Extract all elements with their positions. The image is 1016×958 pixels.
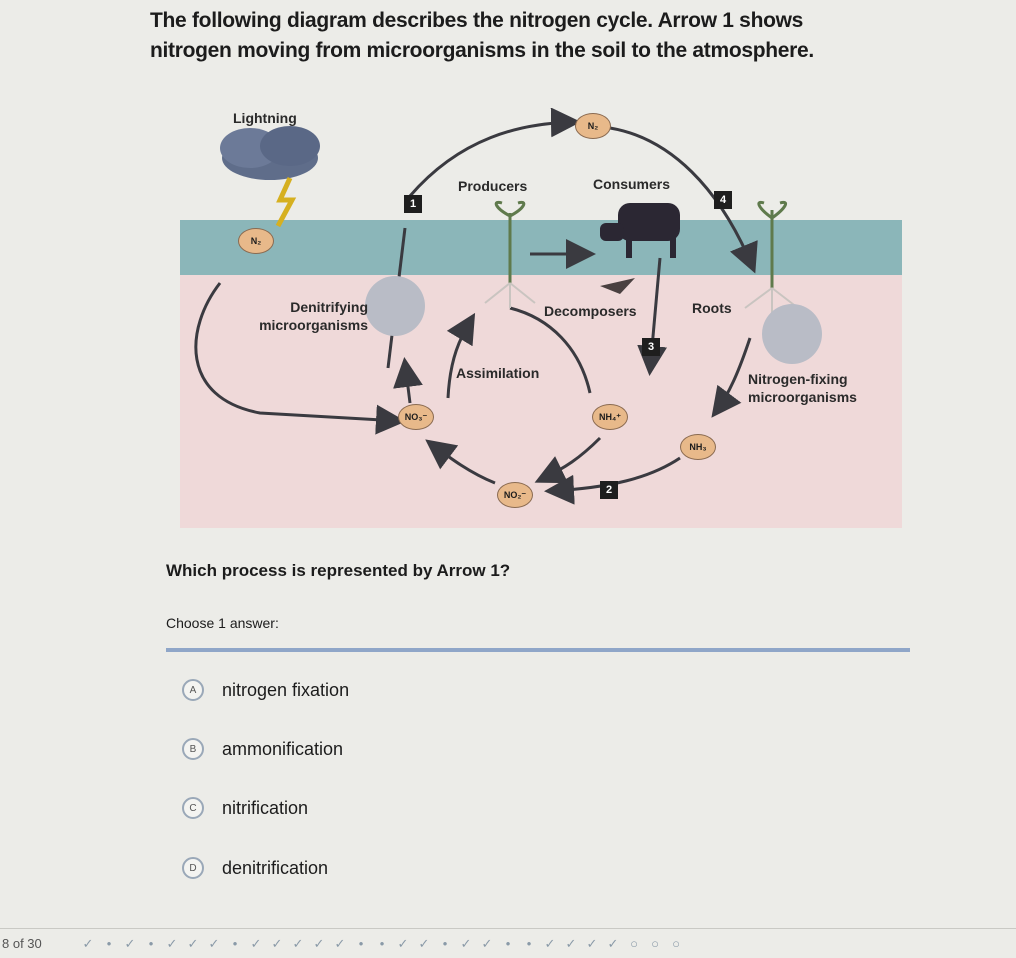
progress-step[interactable]: ○ [651,936,659,951]
cloud-icon [220,126,320,180]
option-d[interactable] [182,857,328,879]
progress-step[interactable]: • [358,936,364,951]
denitrifying-microbes-icon [365,276,425,336]
arrow-1-marker: 1 [404,195,422,213]
choose-instruction: Choose 1 answer: [166,615,279,631]
progress-step[interactable]: ✓ [124,935,136,951]
progress-step[interactable]: ✓ [292,935,304,951]
option-a-label: nitrogen fixation [222,679,350,700]
progress-step[interactable]: • [148,936,154,951]
option-a-radio[interactable]: A [182,679,204,701]
progress-step[interactable]: ✓ [586,935,598,951]
option-b-label: ammonification [222,738,344,759]
progress-step[interactable]: ✓ [208,935,220,951]
arrow-2-marker: 2 [600,481,618,499]
chip-no3: NO₃⁻ [398,404,434,430]
chip-n2-left: N₂ [238,228,274,254]
label-producers: Producers [458,178,528,194]
label-denitrifying: Denitrifying microorganisms [259,299,368,333]
label-roots: Roots [692,300,732,316]
progress-step[interactable]: ✓ [334,935,346,951]
progress-step[interactable]: ✓ [271,935,283,951]
progress-step[interactable]: • [442,936,448,951]
progress-step[interactable]: ✓ [166,935,178,951]
option-b[interactable] [182,738,343,760]
arrow-4-marker: 4 [714,191,732,209]
label-nitrogen-fixing: Nitrogen-fixing microorganisms [748,371,857,405]
progress-step[interactable]: ○ [672,936,680,951]
option-c[interactable] [182,797,308,819]
progress-step[interactable]: • [379,936,385,951]
progress-track [82,936,682,952]
progress-step[interactable]: ✓ [313,935,325,951]
nitrogen-fixing-microbes-icon [762,304,822,364]
progress-step[interactable]: ✓ [418,935,430,951]
progress-step[interactable]: ✓ [460,935,472,951]
option-a[interactable] [182,679,349,701]
label-lightning: Lightning [233,110,297,126]
progress-step[interactable]: • [106,936,112,951]
intro-text: The following diagram describes the nitrogen cycle. Arrow 1 shows nitrogen moving from microorganisms in the soil to the atmosphere. [150,9,814,62]
chip-nh3: NH₃ [680,434,716,460]
chip-nh4: NH₄⁺ [592,404,628,430]
arrow-3-marker: 3 [642,338,660,356]
question-text: Which process is represented by Arrow 1? [166,561,511,580]
progress-step[interactable]: ✓ [481,935,493,951]
progress-footer [0,928,1016,958]
progress-step[interactable]: ✓ [82,935,94,951]
page-count: 8 of 30 [2,936,42,951]
option-c-radio[interactable]: C [182,797,204,819]
progress-step[interactable]: ✓ [607,935,619,951]
progress-step[interactable]: ✓ [250,935,262,951]
chip-no2: NO₂⁻ [497,482,533,508]
progress-step[interactable]: ○ [630,936,638,951]
nitrogen-cycle-diagram [180,108,902,528]
divider [166,648,910,652]
option-d-radio[interactable]: D [182,857,204,879]
lightning-bolt-icon [278,178,292,226]
label-assimilation: Assimilation [456,365,540,381]
progress-step[interactable]: ✓ [565,935,577,951]
option-b-radio[interactable]: B [182,738,204,760]
label-consumers: Consumers [593,176,671,192]
option-d-label: denitrification [222,857,329,878]
progress-step[interactable]: • [232,936,238,951]
label-decomposers: Decomposers [544,303,637,319]
surface-layer [180,220,902,275]
progress-step[interactable]: ✓ [187,935,199,951]
option-c-label: nitrification [222,797,309,818]
chip-n2-top: N₂ [575,113,611,139]
progress-step[interactable]: • [526,936,532,951]
progress-step[interactable]: ✓ [544,935,556,951]
progress-step[interactable]: ✓ [397,935,409,951]
progress-step[interactable]: • [505,936,511,951]
